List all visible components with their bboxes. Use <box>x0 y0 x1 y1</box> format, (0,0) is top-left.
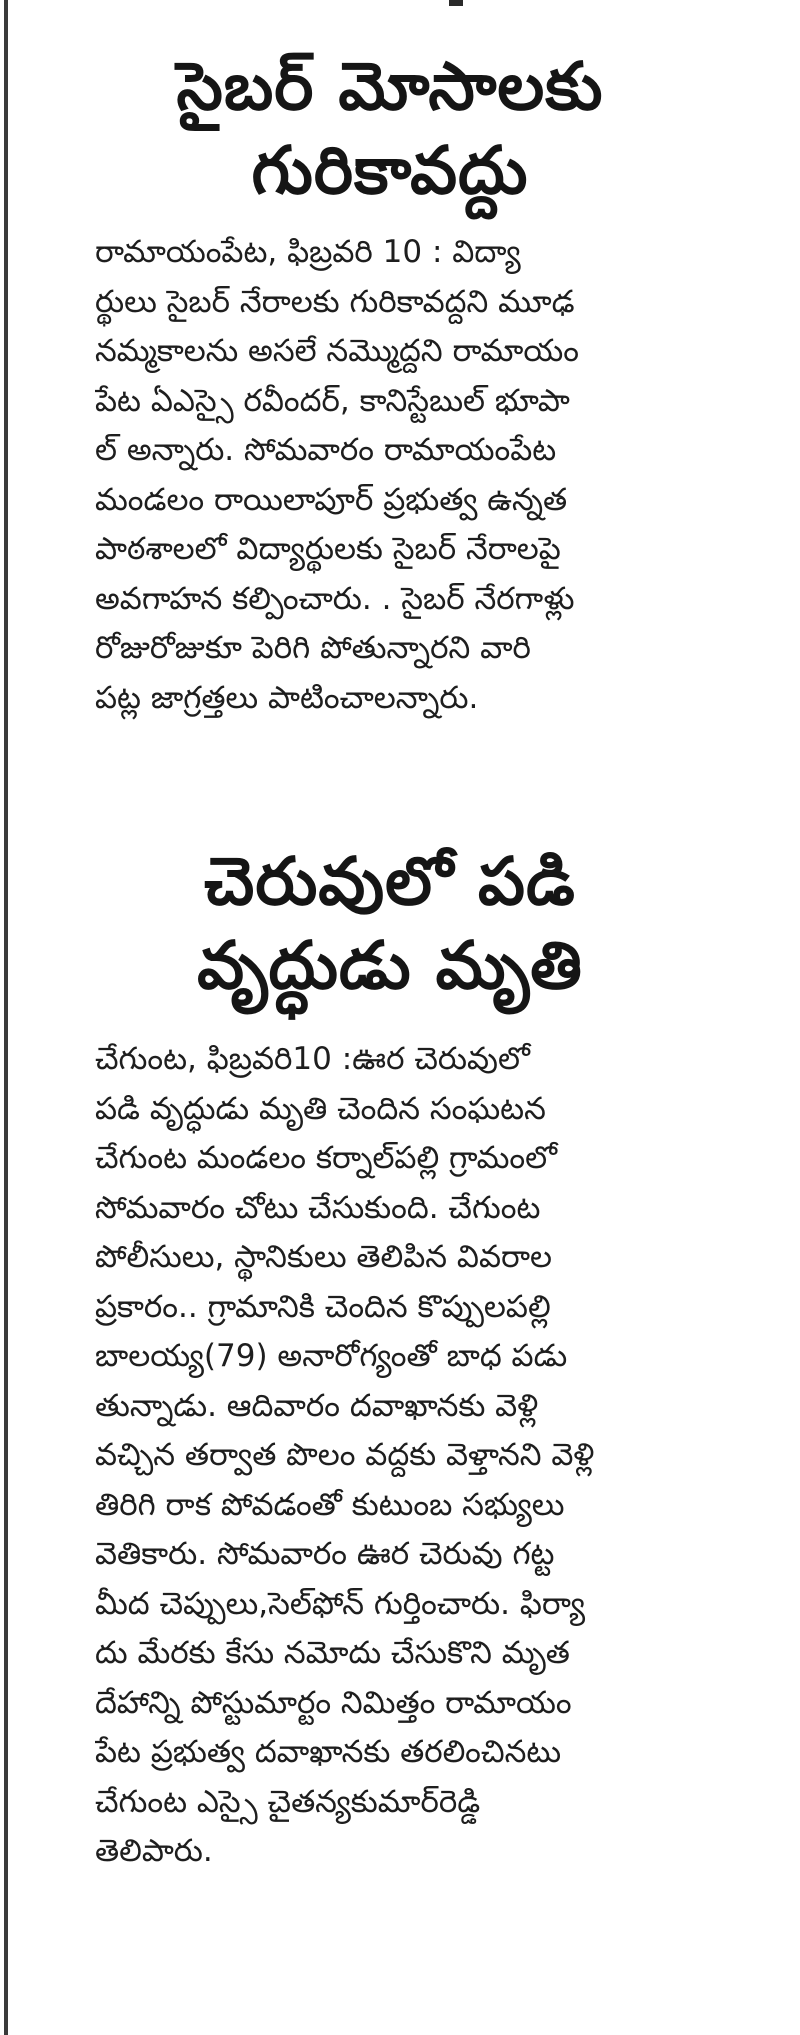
article-paragraph <box>95 1035 685 1877</box>
body-line: చేగుంట ఎస్సై చైతన్యకుమార్‌రెడ్డి <box>95 1783 481 1820</box>
column-rule <box>4 0 8 2035</box>
body-line: ల్ అన్నారు. సోమవారం రామాయంపేట <box>95 432 557 468</box>
body-line: మండలం రాయిలాపూర్ ప్రభుత్వ ఉన్నత <box>95 481 568 518</box>
body-line: సోమవారం చోటు చేసుకుంది. చేగుంట <box>95 1189 541 1226</box>
body-line: తెలిపారు. <box>95 1833 213 1869</box>
body-line: రోజురోజుకూ పెరిగి పోతున్నారని వారి <box>95 630 531 666</box>
body-line: పట్ల జాగ్రత్తలు పాటించాలన్నారు. <box>95 679 479 716</box>
body-line: చేగుంట మండలం కర్నాల్‌పల్లి గ్రామంలో <box>95 1140 558 1176</box>
body-line: పాఠశాలలో విద్యార్థులకు సైబర్ నేరాలపై <box>95 531 561 567</box>
body-line: దు మేరకు కేసు నమోదు చేసుకొని మృత <box>95 1635 570 1671</box>
headline-text: సైబర్ మోసాలకు <box>176 48 604 125</box>
body-line: దేహాన్ని పోస్టుమార్టం నిమిత్తం రామాయం <box>95 1684 572 1721</box>
body-line: బాలయ్య(79) అనారోగ్యంతో బాధ పడు <box>95 1338 568 1374</box>
body-line: తిరిగి రాక పోవడంతో కుటుంబ సభ్యులు <box>95 1486 565 1523</box>
body-line: పేట ప్రభుత్వ దవాఖానకు తరలించినటు <box>95 1734 562 1770</box>
article-1-headline <box>95 45 685 213</box>
clipping-edge-mark <box>449 0 463 6</box>
article-2-headline <box>95 840 685 1008</box>
body-line: వెతికారు. సోమవారం ఊర చెరువు గట్ట <box>95 1536 555 1572</box>
body-line: ప్రకారం.. గ్రామానికి చెందిన కొప్పులపల్లి <box>95 1288 551 1325</box>
body-line: వచ్చిన తర్వాత పొలం వద్దకు వెళ్తానని వెళ్లి <box>95 1437 595 1473</box>
body-line: చేగుంట, ఫిబ్రవరి10 :ఊర చెరువులో <box>95 1041 530 1077</box>
body-line: పేట ఏఎస్సై రవీందర్, కానిస్టేబుల్ భూపా <box>95 382 570 419</box>
article-1-body <box>95 228 685 723</box>
body-line: రామాయంపేట, ఫిబ్రవరి 10 : విద్యా <box>95 234 521 270</box>
body-line: మీద చెప్పులు,సెల్‌ఫోన్ గుర్తించారు. ఫిర్యా <box>95 1585 586 1622</box>
body-line: తున్నాడు. ఆదివారం దవాఖానకు వెళ్లి <box>95 1387 539 1424</box>
headline-line <box>95 840 685 1008</box>
body-line: అవగాహన కల్పించారు. . సైబర్ నేరగాళ్లు <box>95 580 575 617</box>
headline-text: వృద్ధుడు మృతి <box>197 927 583 1004</box>
body-line: ర్థులు సైబర్ నేరాలకు గురికావద్దని మూఢ <box>95 283 575 320</box>
article-2-body <box>95 1035 685 1877</box>
article-paragraph <box>95 228 685 723</box>
body-line: పడి వృద్ధుడు మృతి చెందిన సంఘటన <box>95 1090 546 1127</box>
headline-text: గురికావద్దు <box>251 132 529 209</box>
headline-text: చెరువులో పడి <box>204 843 576 920</box>
body-line: నమ్మకాలను అసలే నమ్మొద్దని రామాయం <box>95 333 579 369</box>
body-line: పోలీసులు, స్థానికులు తెలిపిన వివరాల <box>95 1239 553 1275</box>
headline-line <box>95 45 685 213</box>
